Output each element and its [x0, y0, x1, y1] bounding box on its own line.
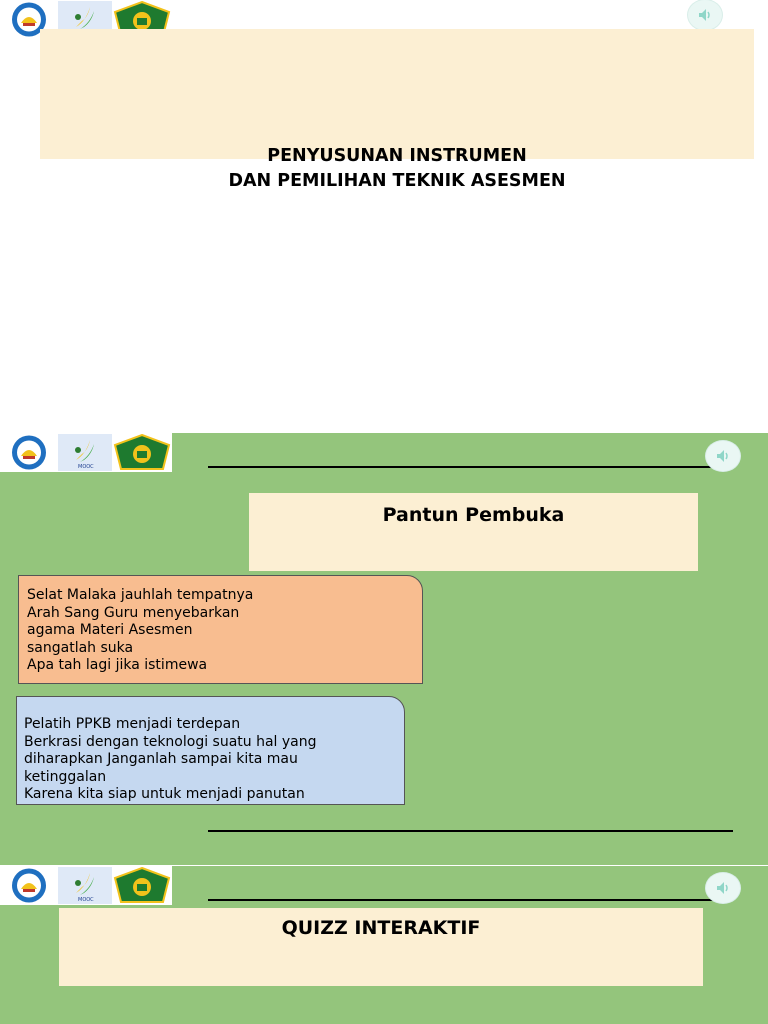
mooc-logo — [58, 867, 112, 904]
top-divider — [208, 466, 714, 468]
kemdikbud-logo — [10, 434, 48, 471]
pantun-line: Selat Malaka jauhlah tempatnya — [27, 587, 254, 603]
pantun-line: sangatlah suka — [27, 639, 134, 656]
slide-title-line-2: DAN PEMILIHAN TEKNIK ASESMEN — [228, 171, 566, 191]
bottom-divider — [208, 830, 733, 832]
top-divider — [208, 899, 714, 901]
pantun-line: Apa tah lagi jika istimewa — [27, 657, 208, 673]
slide-title — [40, 144, 754, 194]
pantun-line: Berkrasi dengan teknologi suatu hal yang — [24, 733, 317, 750]
audio-speaker-icon[interactable] — [706, 441, 740, 471]
pantun-line: ketinggalan — [24, 768, 107, 785]
kemdikbud-logo — [10, 867, 48, 904]
kemenag-logo — [113, 434, 171, 471]
audio-speaker-icon[interactable] — [688, 0, 722, 30]
pantun-bubble-2 — [16, 696, 405, 805]
title-box — [40, 29, 754, 159]
audio-speaker-icon[interactable] — [706, 873, 740, 903]
slide-2 — [0, 433, 768, 865]
mooc-logo — [58, 434, 112, 471]
pantun-line: agama Materi Asesmen — [27, 622, 193, 638]
slide-title: QUIZZ INTERAKTIF — [281, 917, 481, 939]
kemenag-logo — [113, 867, 171, 904]
logo-strip — [0, 433, 172, 472]
mooc-logo-text: MOOC — [78, 464, 94, 470]
slide-title-line-1: PENYUSUNAN INSTRUMEN — [267, 146, 527, 166]
mooc-logo-text: MOOC — [78, 897, 94, 903]
slide-3 — [0, 866, 768, 1024]
pantun-line: Pelatih PPKB menjadi terdepan — [24, 716, 241, 732]
logo-strip — [0, 866, 172, 905]
pantun-line: Karena kita siap untuk menjadi panutan — [24, 786, 305, 802]
pantun-line: Arah Sang Guru menyebarkan — [27, 604, 240, 621]
slide-1 — [0, 0, 768, 432]
slide-title: Pantun Pembuka — [382, 504, 565, 526]
pantun-line: diharapkan Janganlah sampai kita mau — [24, 751, 298, 767]
pantun-bubble-1 — [18, 575, 423, 684]
